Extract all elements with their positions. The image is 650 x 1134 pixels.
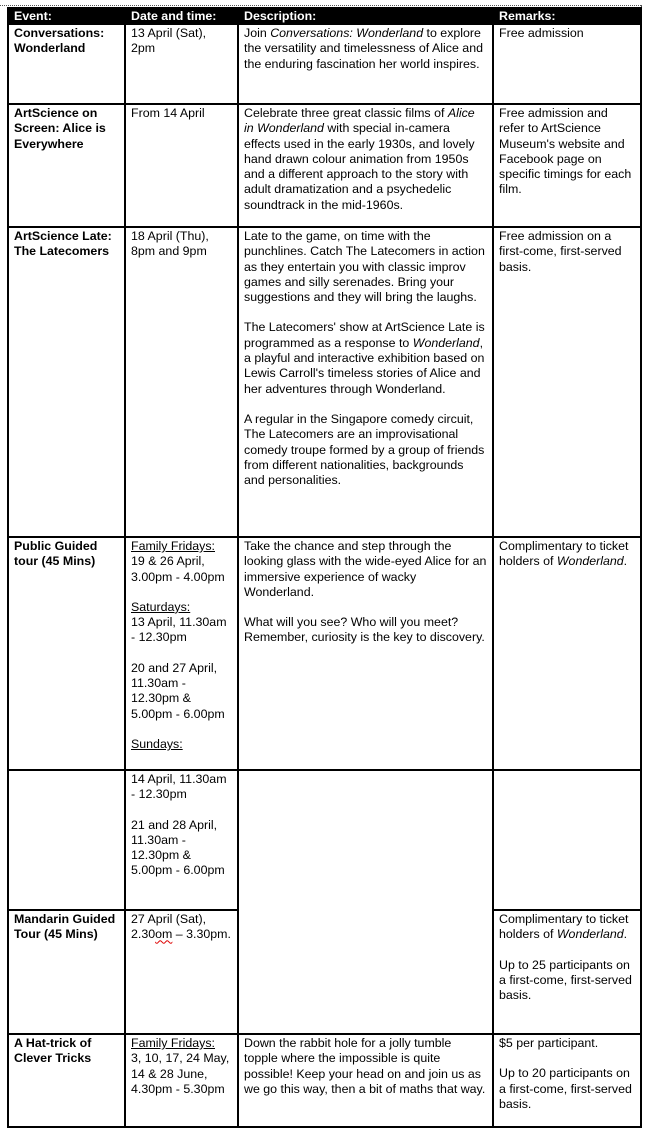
schedule-label: Family Fridays:	[131, 1036, 215, 1050]
schedule-entry: 20 and 27 April, 11.30am - 12.30pm & 5.00pm - 6.00pm	[131, 660, 225, 721]
event-remarks: Free admission on a first-come, first-served basis.	[493, 227, 641, 537]
table-header-row	[8, 8, 641, 24]
table-row	[8, 1034, 641, 1127]
remarks-text: Complimentary to ticket holders of	[499, 539, 629, 569]
remarks-text: .	[623, 554, 628, 569]
event-description	[238, 24, 493, 104]
table-row	[8, 104, 641, 227]
event-remarks	[493, 537, 641, 770]
header-event: Event:	[8, 8, 125, 24]
event-name: Public Guided tour (45 Mins)	[8, 537, 125, 770]
event-description: Down the rabbit hole for a jolly tumble topple where the impossible is quite possible! Keep your head on and join us as we go this way, then a bit of maths that way.	[238, 1034, 493, 1127]
event-name: ArtScience on Screen: Alice is Everywhere	[8, 104, 125, 227]
date-text: – 3.30pm.	[172, 927, 231, 942]
event-date	[125, 537, 238, 770]
header-description: Description:	[238, 8, 493, 24]
event-date: From 14 April	[125, 104, 238, 227]
description-text: Join	[244, 26, 271, 40]
schedule-entry: 3, 10, 17, 24 May,	[131, 1051, 230, 1066]
schedule-entry: 21 and 28 April, 11.30am - 12.30pm & 5.00pm - 6.00pm	[131, 817, 225, 878]
description-emphasis: Conversations: Wonderland	[270, 26, 424, 40]
remarks-emphasis: Wonderland	[556, 554, 624, 569]
description-paragraph: What will you see? Who will you meet? Remember, curiosity is the key to discovery.	[244, 615, 485, 645]
remarks-paragraph: Up to 25 participants on a first-come, first-served basis.	[499, 957, 632, 1003]
event-remarks: Free admission	[493, 24, 641, 104]
description-paragraph: A regular in the Singapore comedy circuit, The Latecomers are an improvisational comedy troupe formed by a group of friends from different nationalities, backgrounds and personalities.	[244, 411, 485, 488]
remarks-text: .	[623, 927, 628, 942]
remarks-paragraph: $5 per participant.	[499, 1036, 599, 1050]
event-date	[125, 1034, 238, 1127]
description-emphasis: Alice in Wonderland	[244, 106, 475, 136]
description-paragraph: Late to the game, on time with the punchlines. Catch The Latecomers in action as they entertain you with classic improv games and silly serenades. Bring your suggestions and they will bring the laughs.	[244, 229, 485, 305]
event-name: Mandarin Guided Tour (45 Mins)	[8, 910, 125, 1034]
event-description	[238, 227, 493, 537]
remarks-paragraph: Up to 20 participants on a first-come, first-served basis.	[499, 1066, 632, 1111]
description-text: The Latecomers' show at ArtScience Late is programmed as a response to	[244, 320, 485, 350]
event-name: A Hat-trick of Clever Tricks	[8, 1034, 125, 1127]
schedule-entry: 19 & 26 April, 3.00pm - 4.00pm	[131, 554, 225, 584]
event-date: 13 April (Sat), 2pm	[125, 24, 238, 104]
schedule-entry: 14 April, 11.30am - 12.30pm	[131, 772, 227, 802]
event-date: 18 April (Thu), 8pm and 9pm	[125, 227, 238, 537]
description-text: with special in-camera effects used in the early 1930s, and lovely hand drawn colour animation from 1950s and a different approach to the story with adult dramatization and a psychedelic soundtrack in the mid-1960s.	[244, 121, 475, 212]
event-remarks	[493, 910, 641, 1034]
header-remarks: Remarks:	[493, 8, 641, 24]
remarks-emphasis: Wonderland	[556, 927, 624, 942]
schedule-label: Sundays:	[131, 736, 183, 751]
description-text: , a playful and interactive exhibition based on Lewis Carroll's timeless stories of Alice and her adventures through Wonderland.	[244, 335, 485, 396]
event-remarks	[493, 1034, 641, 1127]
table-row	[8, 227, 641, 537]
date-text: 27 April (Sat), 2.30	[131, 912, 207, 942]
description-emphasis: Wonderland	[412, 335, 480, 350]
spellcheck-misspelled-word[interactable]: om	[155, 927, 173, 942]
table-row	[8, 24, 641, 104]
event-date	[125, 770, 238, 910]
description-text: Celebrate three great classic films of	[244, 106, 448, 120]
schedule-label: Family Fridays:	[131, 539, 215, 553]
event-name: Conversations: Wonderland	[8, 24, 125, 104]
events-table	[7, 7, 642, 1128]
description-paragraph: Take the chance and step through the looking glass with the wide-eyed Alice for an immersive experience of wacky Wonderland.	[244, 539, 487, 599]
event-description	[238, 537, 493, 770]
event-remarks-empty	[493, 770, 641, 910]
description-text: to explore the versatility and timelessness of Alice and the enduring fascination her world inspires.	[244, 26, 483, 71]
event-name-empty	[8, 770, 125, 910]
schedule-entry: 13 April, 11.30am - 12.30pm	[131, 615, 227, 645]
event-description-empty	[238, 770, 493, 1034]
event-date	[125, 910, 238, 1034]
description-paragraph	[244, 320, 487, 396]
page-margin-top-guide	[0, 5, 641, 6]
schedule-label: Saturdays:	[131, 599, 191, 614]
event-remarks: Free admission and refer to ArtScience Museum's website and Facebook page on specific timings for each film.	[493, 104, 641, 227]
event-name: ArtScience Late: The Latecomers	[8, 227, 125, 537]
event-description	[238, 104, 493, 227]
table-row	[8, 537, 641, 770]
table-row-continuation	[8, 770, 641, 910]
remarks-paragraph	[499, 912, 635, 943]
header-date-time: Date and time:	[125, 8, 238, 24]
schedule-entry: 4.30pm - 5.30pm	[131, 1081, 225, 1096]
schedule-entry: 14 & 28 June,	[131, 1066, 208, 1081]
remarks-text: Complimentary to ticket holders of	[499, 912, 629, 942]
